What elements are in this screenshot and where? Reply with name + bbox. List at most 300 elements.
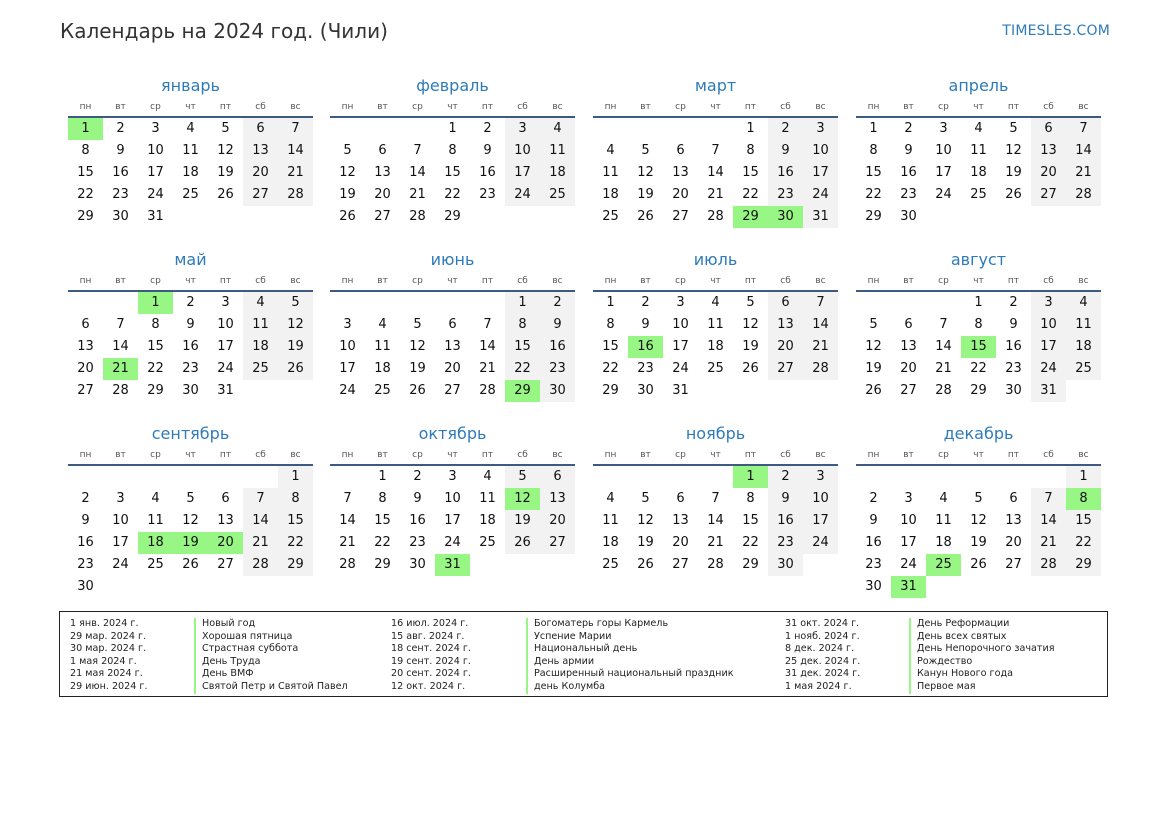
day-cell[interactable]: 25 xyxy=(602,557,619,572)
day-cell[interactable]: 21 xyxy=(243,532,278,554)
day-cell[interactable]: 30 xyxy=(900,209,917,224)
day-cell[interactable]: 2 xyxy=(483,121,492,136)
day-cell[interactable]: 7 xyxy=(116,317,125,332)
day-cell[interactable]: 27 xyxy=(1005,557,1022,572)
day-cell[interactable]: 1 xyxy=(448,121,457,136)
day-cell[interactable]: 6 xyxy=(448,317,457,332)
day-cell[interactable]: 10 xyxy=(444,491,461,506)
day-cell[interactable]: 10 xyxy=(803,488,838,510)
day-cell[interactable]: 22 xyxy=(742,535,759,550)
day-cell[interactable]: 8 xyxy=(505,314,540,336)
day-cell[interactable]: 8 xyxy=(974,317,983,332)
day-cell[interactable]: 5 xyxy=(278,292,313,314)
day-cell[interactable]: 7 xyxy=(939,317,948,332)
day-cell[interactable]: 17 xyxy=(803,510,838,532)
day-cell[interactable]: 9 xyxy=(768,140,803,162)
day-cell[interactable]: 9 xyxy=(641,317,650,332)
day-cell[interactable]: 14 xyxy=(339,513,356,528)
day-cell[interactable]: 18 xyxy=(1066,336,1101,358)
day-cell[interactable]: 5 xyxy=(221,121,230,136)
day-cell[interactable]: 17 xyxy=(339,361,356,376)
day-cell[interactable]: 5 xyxy=(186,491,195,506)
day-cell[interactable]: 2 xyxy=(116,121,125,136)
day-cell[interactable]: 26 xyxy=(1005,187,1022,202)
day-cell[interactable]: 19 xyxy=(409,361,426,376)
day-cell[interactable]: 13 xyxy=(672,513,689,528)
day-cell[interactable]: 16 xyxy=(182,339,199,354)
day-cell[interactable]: 1 xyxy=(68,118,103,140)
day-cell[interactable]: 16 xyxy=(768,510,803,532)
day-cell[interactable]: 8 xyxy=(606,317,615,332)
day-cell[interactable]: 12 xyxy=(339,165,356,180)
day-cell[interactable]: 5 xyxy=(641,491,650,506)
day-cell[interactable]: 19 xyxy=(173,532,208,554)
day-cell[interactable]: 9 xyxy=(413,491,422,506)
day-cell[interactable]: 31 xyxy=(803,206,838,228)
day-cell[interactable]: 21 xyxy=(1066,162,1101,184)
day-cell[interactable]: 7 xyxy=(803,292,838,314)
day-cell[interactable]: 22 xyxy=(865,187,882,202)
day-cell[interactable]: 16 xyxy=(77,535,94,550)
day-cell[interactable]: 3 xyxy=(505,118,540,140)
day-cell[interactable]: 8 xyxy=(448,143,457,158)
day-cell[interactable]: 27 xyxy=(217,557,234,572)
day-cell[interactable]: 23 xyxy=(637,361,654,376)
day-cell[interactable]: 24 xyxy=(900,557,917,572)
day-cell[interactable]: 6 xyxy=(243,118,278,140)
day-cell[interactable]: 17 xyxy=(112,535,129,550)
day-cell[interactable]: 18 xyxy=(479,513,496,528)
day-cell[interactable]: 23 xyxy=(540,358,575,380)
day-cell[interactable]: 1 xyxy=(606,295,615,310)
day-cell[interactable]: 8 xyxy=(746,143,755,158)
day-cell[interactable]: 9 xyxy=(540,314,575,336)
day-cell[interactable]: 14 xyxy=(278,140,313,162)
day-cell[interactable]: 2 xyxy=(186,295,195,310)
day-cell[interactable]: 1 xyxy=(974,295,983,310)
day-cell[interactable]: 1 xyxy=(378,469,387,484)
day-cell[interactable]: 4 xyxy=(186,121,195,136)
day-cell[interactable]: 21 xyxy=(409,187,426,202)
day-cell[interactable]: 15 xyxy=(961,336,996,358)
day-cell[interactable]: 2 xyxy=(540,292,575,314)
day-cell[interactable]: 28 xyxy=(707,557,724,572)
day-cell[interactable]: 1 xyxy=(278,466,313,488)
day-cell[interactable]: 4 xyxy=(540,118,575,140)
day-cell[interactable]: 13 xyxy=(900,339,917,354)
day-cell[interactable]: 20 xyxy=(208,532,243,554)
day-cell[interactable]: 20 xyxy=(243,162,278,184)
day-cell[interactable]: 13 xyxy=(243,140,278,162)
day-cell[interactable]: 7 xyxy=(1031,488,1066,510)
day-cell[interactable]: 29 xyxy=(77,209,94,224)
day-cell[interactable]: 9 xyxy=(869,513,878,528)
day-cell[interactable]: 15 xyxy=(602,339,619,354)
day-cell[interactable]: 30 xyxy=(768,554,803,576)
day-cell[interactable]: 12 xyxy=(637,165,654,180)
day-cell[interactable]: 29 xyxy=(1066,554,1101,576)
day-cell[interactable]: 23 xyxy=(479,187,496,202)
day-cell[interactable]: 30 xyxy=(182,383,199,398)
day-cell[interactable]: 19 xyxy=(339,187,356,202)
day-cell[interactable]: 20 xyxy=(540,510,575,532)
day-cell[interactable]: 18 xyxy=(243,336,278,358)
day-cell[interactable]: 26 xyxy=(637,557,654,572)
day-cell[interactable]: 28 xyxy=(803,358,838,380)
day-cell[interactable]: 1 xyxy=(505,292,540,314)
day-cell[interactable]: 28 xyxy=(278,184,313,206)
day-cell[interactable]: 2 xyxy=(413,469,422,484)
day-cell[interactable]: 5 xyxy=(505,466,540,488)
day-cell[interactable]: 16 xyxy=(865,535,882,550)
day-cell[interactable]: 26 xyxy=(637,209,654,224)
day-cell[interactable]: 20 xyxy=(374,187,391,202)
day-cell[interactable]: 23 xyxy=(768,184,803,206)
day-cell[interactable]: 12 xyxy=(742,317,759,332)
day-cell[interactable]: 1 xyxy=(1066,466,1101,488)
day-cell[interactable]: 2 xyxy=(768,118,803,140)
day-cell[interactable]: 16 xyxy=(479,165,496,180)
day-cell[interactable]: 26 xyxy=(409,383,426,398)
day-cell[interactable]: 6 xyxy=(81,317,90,332)
day-cell[interactable]: 7 xyxy=(343,491,352,506)
day-cell[interactable]: 23 xyxy=(112,187,129,202)
day-cell[interactable]: 25 xyxy=(1066,358,1101,380)
day-cell[interactable]: 22 xyxy=(77,187,94,202)
day-cell[interactable]: 2 xyxy=(641,295,650,310)
day-cell[interactable]: 15 xyxy=(1066,510,1101,532)
day-cell[interactable]: 20 xyxy=(768,336,803,358)
day-cell[interactable]: 20 xyxy=(900,361,917,376)
day-cell[interactable]: 10 xyxy=(900,513,917,528)
day-cell[interactable]: 11 xyxy=(970,143,987,158)
day-cell[interactable]: 17 xyxy=(147,165,164,180)
day-cell[interactable]: 3 xyxy=(221,295,230,310)
day-cell[interactable]: 5 xyxy=(974,491,983,506)
day-cell[interactable]: 5 xyxy=(746,295,755,310)
day-cell[interactable]: 27 xyxy=(768,358,803,380)
day-cell[interactable]: 19 xyxy=(217,165,234,180)
day-cell[interactable]: 13 xyxy=(77,339,94,354)
day-cell[interactable]: 8 xyxy=(278,488,313,510)
day-cell[interactable]: 28 xyxy=(479,383,496,398)
day-cell[interactable]: 27 xyxy=(540,532,575,554)
day-cell[interactable]: 11 xyxy=(1066,314,1101,336)
day-cell[interactable]: 17 xyxy=(672,339,689,354)
day-cell[interactable]: 2 xyxy=(869,491,878,506)
day-cell[interactable]: 6 xyxy=(676,491,685,506)
day-cell[interactable]: 29 xyxy=(374,557,391,572)
day-cell[interactable]: 6 xyxy=(676,143,685,158)
day-cell[interactable]: 10 xyxy=(935,143,952,158)
day-cell[interactable]: 31 xyxy=(217,383,234,398)
day-cell[interactable]: 16 xyxy=(900,165,917,180)
day-cell[interactable]: 27 xyxy=(444,383,461,398)
day-cell[interactable]: 28 xyxy=(409,209,426,224)
day-cell[interactable]: 21 xyxy=(479,361,496,376)
day-cell[interactable]: 20 xyxy=(444,361,461,376)
day-cell[interactable]: 6 xyxy=(221,491,230,506)
day-cell[interactable]: 16 xyxy=(628,336,663,358)
day-cell[interactable]: 8 xyxy=(378,491,387,506)
day-cell[interactable]: 14 xyxy=(707,165,724,180)
day-cell[interactable]: 27 xyxy=(672,557,689,572)
day-cell[interactable]: 22 xyxy=(444,187,461,202)
day-cell[interactable]: 2 xyxy=(81,491,90,506)
day-cell[interactable]: 2 xyxy=(768,466,803,488)
day-cell[interactable]: 3 xyxy=(939,121,948,136)
day-cell[interactable]: 14 xyxy=(112,339,129,354)
day-cell[interactable]: 12 xyxy=(409,339,426,354)
day-cell[interactable]: 25 xyxy=(970,187,987,202)
day-cell[interactable]: 20 xyxy=(1005,535,1022,550)
day-cell[interactable]: 26 xyxy=(505,532,540,554)
day-cell[interactable]: 21 xyxy=(935,361,952,376)
day-cell[interactable]: 4 xyxy=(974,121,983,136)
day-cell[interactable]: 17 xyxy=(935,165,952,180)
day-cell[interactable]: 10 xyxy=(147,143,164,158)
day-cell[interactable]: 30 xyxy=(112,209,129,224)
day-cell[interactable]: 23 xyxy=(900,187,917,202)
day-cell[interactable]: 31 xyxy=(1031,380,1066,402)
day-cell[interactable]: 13 xyxy=(374,165,391,180)
day-cell[interactable]: 12 xyxy=(182,513,199,528)
day-cell[interactable]: 13 xyxy=(672,165,689,180)
day-cell[interactable]: 15 xyxy=(505,336,540,358)
day-cell[interactable]: 15 xyxy=(77,165,94,180)
day-cell[interactable]: 11 xyxy=(602,513,619,528)
day-cell[interactable]: 24 xyxy=(1031,358,1066,380)
day-cell[interactable]: 3 xyxy=(803,118,838,140)
day-cell[interactable]: 18 xyxy=(138,532,173,554)
day-cell[interactable]: 24 xyxy=(505,184,540,206)
day-cell[interactable]: 24 xyxy=(147,187,164,202)
day-cell[interactable]: 21 xyxy=(1031,532,1066,554)
day-cell[interactable]: 4 xyxy=(606,143,615,158)
day-cell[interactable]: 24 xyxy=(339,383,356,398)
day-cell[interactable]: 7 xyxy=(711,143,720,158)
day-cell[interactable]: 12 xyxy=(217,143,234,158)
day-cell[interactable]: 19 xyxy=(637,187,654,202)
day-cell[interactable]: 15 xyxy=(147,339,164,354)
day-cell[interactable]: 12 xyxy=(970,513,987,528)
day-cell[interactable]: 11 xyxy=(602,165,619,180)
day-cell[interactable]: 29 xyxy=(742,557,759,572)
day-cell[interactable]: 26 xyxy=(339,209,356,224)
day-cell[interactable]: 23 xyxy=(182,361,199,376)
day-cell[interactable]: 7 xyxy=(483,317,492,332)
day-cell[interactable]: 23 xyxy=(1005,361,1022,376)
day-cell[interactable]: 29 xyxy=(278,554,313,576)
day-cell[interactable]: 23 xyxy=(865,557,882,572)
day-cell[interactable]: 18 xyxy=(970,165,987,180)
day-cell[interactable]: 6 xyxy=(768,292,803,314)
day-cell[interactable]: 31 xyxy=(435,554,470,576)
day-cell[interactable]: 31 xyxy=(147,209,164,224)
day-cell[interactable]: 19 xyxy=(742,339,759,354)
day-cell[interactable]: 25 xyxy=(602,209,619,224)
day-cell[interactable]: 14 xyxy=(1066,140,1101,162)
day-cell[interactable]: 13 xyxy=(217,513,234,528)
day-cell[interactable]: 14 xyxy=(803,314,838,336)
day-cell[interactable]: 28 xyxy=(1031,554,1066,576)
day-cell[interactable]: 17 xyxy=(505,162,540,184)
day-cell[interactable]: 22 xyxy=(602,361,619,376)
day-cell[interactable]: 15 xyxy=(444,165,461,180)
day-cell[interactable]: 20 xyxy=(1031,162,1066,184)
day-cell[interactable]: 29 xyxy=(733,206,768,228)
day-cell[interactable]: 3 xyxy=(343,317,352,332)
day-cell[interactable]: 25 xyxy=(374,383,391,398)
day-cell[interactable]: 13 xyxy=(1005,513,1022,528)
day-cell[interactable]: 21 xyxy=(103,358,138,380)
day-cell[interactable]: 19 xyxy=(865,361,882,376)
day-cell[interactable]: 15 xyxy=(742,165,759,180)
day-cell[interactable]: 13 xyxy=(540,488,575,510)
day-cell[interactable]: 10 xyxy=(339,339,356,354)
day-cell[interactable]: 3 xyxy=(676,295,685,310)
day-cell[interactable]: 11 xyxy=(147,513,164,528)
day-cell[interactable]: 26 xyxy=(217,187,234,202)
day-cell[interactable]: 7 xyxy=(243,488,278,510)
day-cell[interactable]: 5 xyxy=(413,317,422,332)
day-cell[interactable]: 2 xyxy=(904,121,913,136)
day-cell[interactable]: 30 xyxy=(409,557,426,572)
day-cell[interactable]: 1 xyxy=(138,292,173,314)
day-cell[interactable]: 14 xyxy=(707,513,724,528)
day-cell[interactable]: 10 xyxy=(505,140,540,162)
day-cell[interactable]: 10 xyxy=(672,317,689,332)
day-cell[interactable]: 30 xyxy=(768,206,803,228)
day-cell[interactable]: 16 xyxy=(409,513,426,528)
day-cell[interactable]: 12 xyxy=(1005,143,1022,158)
day-cell[interactable]: 6 xyxy=(1031,118,1066,140)
day-cell[interactable]: 9 xyxy=(81,513,90,528)
day-cell[interactable]: 21 xyxy=(707,187,724,202)
day-cell[interactable]: 23 xyxy=(409,535,426,550)
day-cell[interactable]: 15 xyxy=(374,513,391,528)
day-cell[interactable]: 13 xyxy=(444,339,461,354)
day-cell[interactable]: 4 xyxy=(606,491,615,506)
day-cell[interactable]: 19 xyxy=(637,535,654,550)
day-cell[interactable]: 25 xyxy=(707,361,724,376)
day-cell[interactable]: 11 xyxy=(374,339,391,354)
day-cell[interactable]: 15 xyxy=(742,513,759,528)
day-cell[interactable]: 30 xyxy=(1005,383,1022,398)
day-cell[interactable]: 19 xyxy=(970,535,987,550)
day-cell[interactable]: 25 xyxy=(243,358,278,380)
day-cell[interactable]: 29 xyxy=(147,383,164,398)
day-cell[interactable]: 16 xyxy=(112,165,129,180)
day-cell[interactable]: 11 xyxy=(935,513,952,528)
day-cell[interactable]: 25 xyxy=(182,187,199,202)
day-cell[interactable]: 29 xyxy=(602,383,619,398)
day-cell[interactable]: 3 xyxy=(904,491,913,506)
day-cell[interactable]: 22 xyxy=(970,361,987,376)
day-cell[interactable]: 18 xyxy=(182,165,199,180)
day-cell[interactable]: 14 xyxy=(409,165,426,180)
day-cell[interactable]: 28 xyxy=(112,383,129,398)
day-cell[interactable]: 12 xyxy=(637,513,654,528)
day-cell[interactable]: 29 xyxy=(865,209,882,224)
day-cell[interactable]: 9 xyxy=(768,488,803,510)
day-cell[interactable]: 16 xyxy=(540,336,575,358)
day-cell[interactable]: 22 xyxy=(147,361,164,376)
day-cell[interactable]: 16 xyxy=(768,162,803,184)
day-cell[interactable]: 7 xyxy=(413,143,422,158)
day-cell[interactable]: 25 xyxy=(479,535,496,550)
day-cell[interactable]: 12 xyxy=(278,314,313,336)
day-cell[interactable]: 24 xyxy=(112,557,129,572)
day-cell[interactable]: 4 xyxy=(151,491,160,506)
day-cell[interactable]: 22 xyxy=(742,187,759,202)
day-cell[interactable]: 28 xyxy=(243,554,278,576)
day-cell[interactable]: 23 xyxy=(77,557,94,572)
day-cell[interactable]: 18 xyxy=(540,162,575,184)
day-cell[interactable]: 11 xyxy=(540,140,575,162)
day-cell[interactable]: 5 xyxy=(641,143,650,158)
day-cell[interactable]: 10 xyxy=(112,513,129,528)
day-cell[interactable]: 9 xyxy=(186,317,195,332)
day-cell[interactable]: 17 xyxy=(217,339,234,354)
day-cell[interactable]: 13 xyxy=(1031,140,1066,162)
day-cell[interactable]: 14 xyxy=(935,339,952,354)
day-cell[interactable]: 30 xyxy=(77,579,94,594)
day-cell[interactable]: 23 xyxy=(768,532,803,554)
day-cell[interactable]: 22 xyxy=(278,532,313,554)
day-cell[interactable]: 18 xyxy=(602,535,619,550)
day-cell[interactable]: 21 xyxy=(278,162,313,184)
day-cell[interactable]: 12 xyxy=(865,339,882,354)
day-cell[interactable]: 26 xyxy=(742,361,759,376)
day-cell[interactable]: 15 xyxy=(278,510,313,532)
day-cell[interactable]: 27 xyxy=(374,209,391,224)
day-cell[interactable]: 4 xyxy=(378,317,387,332)
day-cell[interactable]: 24 xyxy=(935,187,952,202)
day-cell[interactable]: 30 xyxy=(540,380,575,402)
day-cell[interactable]: 18 xyxy=(935,535,952,550)
day-cell[interactable]: 9 xyxy=(904,143,913,158)
day-cell[interactable]: 10 xyxy=(803,140,838,162)
day-cell[interactable]: 25 xyxy=(147,557,164,572)
day-cell[interactable]: 29 xyxy=(444,209,461,224)
day-cell[interactable]: 24 xyxy=(217,361,234,376)
day-cell[interactable]: 7 xyxy=(711,491,720,506)
day-cell[interactable]: 20 xyxy=(672,187,689,202)
day-cell[interactable]: 17 xyxy=(1031,336,1066,358)
day-cell[interactable]: 4 xyxy=(1066,292,1101,314)
day-cell[interactable]: 25 xyxy=(540,184,575,206)
day-cell[interactable]: 29 xyxy=(970,383,987,398)
day-cell[interactable]: 30 xyxy=(865,579,882,594)
day-cell[interactable]: 8 xyxy=(1066,488,1101,510)
day-cell[interactable]: 31 xyxy=(672,383,689,398)
day-cell[interactable]: 18 xyxy=(374,361,391,376)
day-cell[interactable]: 11 xyxy=(479,491,496,506)
day-cell[interactable]: 30 xyxy=(637,383,654,398)
day-cell[interactable]: 28 xyxy=(339,557,356,572)
day-cell[interactable]: 11 xyxy=(707,317,724,332)
day-cell[interactable]: 26 xyxy=(182,557,199,572)
day-cell[interactable]: 9 xyxy=(116,143,125,158)
day-cell[interactable]: 14 xyxy=(1031,510,1066,532)
day-cell[interactable]: 8 xyxy=(869,143,878,158)
day-cell[interactable]: 22 xyxy=(505,358,540,380)
day-cell[interactable]: 10 xyxy=(217,317,234,332)
day-cell[interactable]: 24 xyxy=(444,535,461,550)
day-cell[interactable]: 1 xyxy=(869,121,878,136)
day-cell[interactable]: 4 xyxy=(483,469,492,484)
